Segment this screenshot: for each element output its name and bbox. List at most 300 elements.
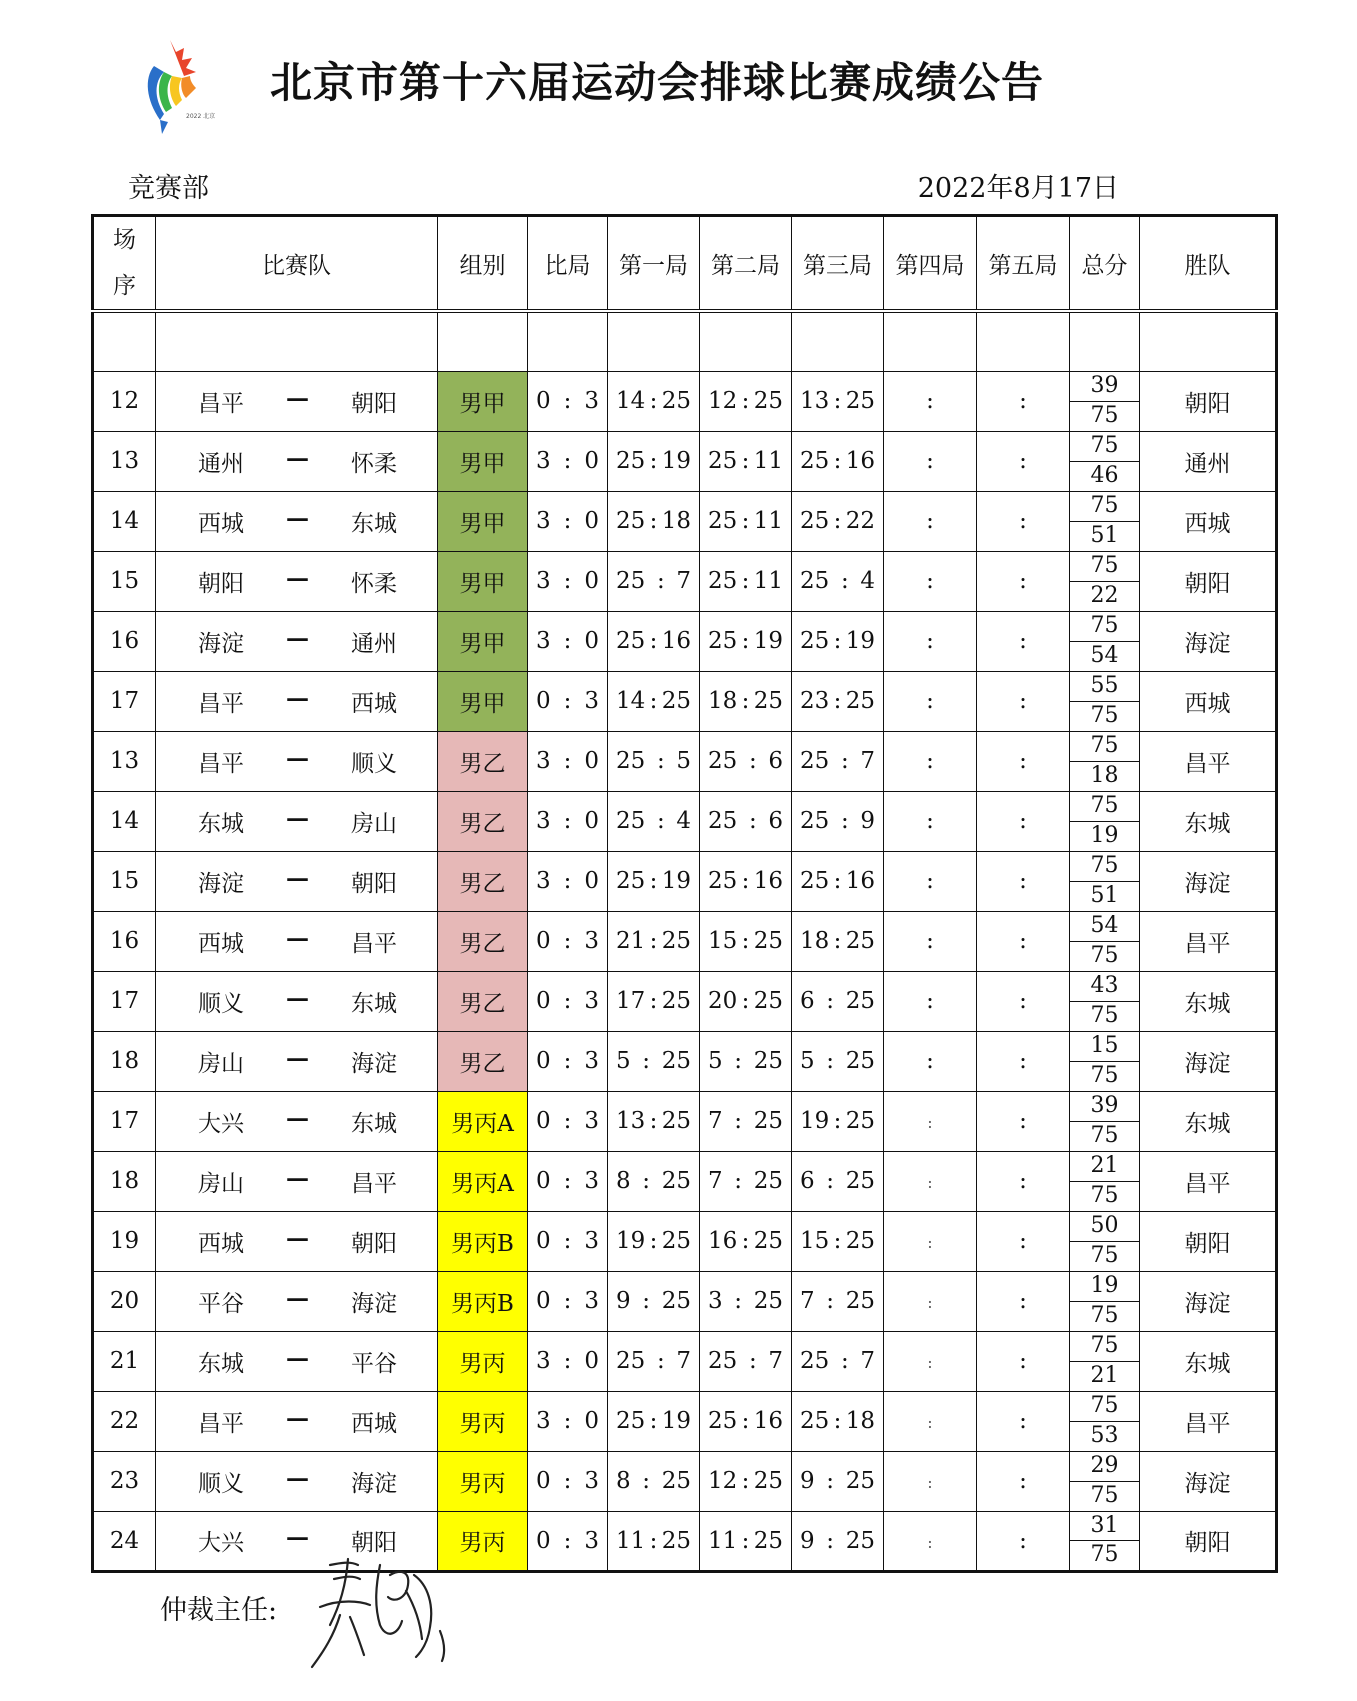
row-set1: 8 : 25	[608, 1151, 700, 1211]
logo-icon	[140, 38, 216, 136]
table-row	[93, 1031, 1277, 1091]
row-total	[1070, 1091, 1140, 1151]
row-seq: 13	[93, 431, 156, 491]
row-set3: 25 : 4	[792, 551, 884, 611]
row-set5: :	[977, 611, 1070, 671]
team-separator: —	[286, 1104, 309, 1132]
table-row	[93, 1091, 1277, 1151]
row-set2: 15 : 25	[700, 911, 792, 971]
row-set1: 5 : 25	[608, 1031, 700, 1091]
row-set2: 3 : 25	[700, 1271, 792, 1331]
table-row	[93, 911, 1277, 971]
row-set5: :	[977, 1031, 1070, 1091]
row-winner: 西城	[1140, 671, 1277, 731]
row-total	[1070, 791, 1140, 851]
row-total	[1070, 1211, 1140, 1271]
row-set2: 25 : 11	[700, 551, 792, 611]
team-home: 西城	[198, 510, 244, 537]
team-separator: —	[286, 1524, 309, 1551]
table-row	[93, 1151, 1277, 1211]
row-group: 男丙	[438, 1511, 528, 1571]
row-sets: 0 : 3	[528, 1211, 608, 1271]
row-seq: 21	[93, 1331, 156, 1391]
row-set4: :	[884, 791, 977, 851]
row-set2: 25 : 16	[700, 1391, 792, 1451]
header-sets: 比局	[528, 216, 608, 312]
row-teams	[156, 971, 438, 1031]
row-set4: :	[884, 1331, 977, 1391]
row-seq: 17	[93, 671, 156, 731]
row-set3: 25 : 7	[792, 731, 884, 791]
team-away: 朝阳	[351, 1230, 397, 1257]
row-winner: 东城	[1140, 971, 1277, 1031]
row-set4: :	[884, 491, 977, 551]
row-sets: 3 : 0	[528, 1331, 608, 1391]
row-set3: 25 : 7	[792, 1331, 884, 1391]
row-sets: 3 : 0	[528, 491, 608, 551]
row-teams	[156, 1211, 438, 1271]
team-separator: —	[286, 864, 309, 892]
team-away: 平谷	[351, 1350, 397, 1377]
team-home: 顺义	[198, 990, 244, 1017]
total-away: 75	[1090, 1542, 1119, 1568]
row-set4: :	[884, 851, 977, 911]
row-set5: :	[977, 671, 1070, 731]
total-home: 43	[1070, 972, 1139, 1002]
total-home: 19	[1070, 1272, 1139, 1302]
row-winner: 朝阳	[1140, 1511, 1277, 1571]
header-set5: 第五局	[977, 216, 1070, 312]
team-home: 东城	[198, 1350, 244, 1377]
team-away: 东城	[351, 510, 397, 537]
row-sets: 0 : 3	[528, 1031, 608, 1091]
total-away: 75	[1090, 1303, 1119, 1328]
referee-label: 仲裁主任:	[160, 1595, 278, 1626]
row-sets: 0 : 3	[528, 1151, 608, 1211]
row-set5: :	[977, 731, 1070, 791]
team-separator: —	[286, 1164, 309, 1192]
team-home: 西城	[198, 1230, 244, 1257]
total-home: 75	[1070, 732, 1139, 762]
total-home: 15	[1070, 1032, 1139, 1062]
total-home: 50	[1070, 1212, 1139, 1242]
team-home: 东城	[198, 810, 244, 837]
total-home: 75	[1070, 1332, 1139, 1362]
row-seq: 19	[93, 1211, 156, 1271]
total-away: 54	[1090, 643, 1119, 668]
total-home: 75	[1070, 492, 1139, 522]
row-set5: :	[977, 1271, 1070, 1331]
row-set2: 7 : 25	[700, 1091, 792, 1151]
row-set4: :	[884, 911, 977, 971]
row-group: 男甲	[438, 611, 528, 671]
total-away: 51	[1090, 523, 1119, 548]
row-set4: :	[884, 431, 977, 491]
team-separator: —	[286, 564, 309, 592]
row-set5: :	[977, 851, 1070, 911]
team-separator: —	[286, 924, 309, 952]
team-home: 顺义	[198, 1470, 244, 1497]
row-sets: 0 : 3	[528, 971, 608, 1031]
row-sets: 0 : 3	[528, 371, 608, 431]
row-set1: 14 : 25	[608, 671, 700, 731]
row-set5: :	[977, 911, 1070, 971]
row-winner: 朝阳	[1140, 1211, 1277, 1271]
row-set2: 25 : 11	[700, 431, 792, 491]
row-total	[1070, 671, 1140, 731]
row-winner: 昌平	[1140, 1151, 1277, 1211]
row-group: 男丙	[438, 1391, 528, 1451]
row-sets: 0 : 3	[528, 1451, 608, 1511]
row-set3: 25 : 16	[792, 431, 884, 491]
row-seq: 16	[93, 611, 156, 671]
team-home: 西城	[198, 930, 244, 957]
table-row	[93, 851, 1277, 911]
row-total	[1070, 491, 1140, 551]
total-away: 53	[1090, 1423, 1119, 1448]
total-away: 75	[1090, 403, 1119, 428]
row-set2: 25 : 6	[700, 791, 792, 851]
row-teams	[156, 851, 438, 911]
row-set1: 25 : 5	[608, 731, 700, 791]
table-row	[93, 791, 1277, 851]
row-set2: 5 : 25	[700, 1031, 792, 1091]
total-home: 39	[1070, 1092, 1139, 1122]
team-away: 朝阳	[351, 1530, 397, 1556]
team-separator: —	[286, 684, 309, 712]
row-group: 男乙	[438, 1031, 528, 1091]
row-set3: 23 : 25	[792, 671, 884, 731]
row-set5: :	[977, 1091, 1070, 1151]
row-teams	[156, 1271, 438, 1331]
row-sets: 0 : 3	[528, 1091, 608, 1151]
row-teams	[156, 1391, 438, 1451]
row-winner: 朝阳	[1140, 371, 1277, 431]
total-home: 75	[1070, 852, 1139, 882]
row-group: 男丙	[438, 1451, 528, 1511]
team-home: 昌平	[198, 690, 244, 717]
total-home: 75	[1070, 432, 1139, 462]
signature-image	[310, 1555, 460, 1675]
row-set1: 8 : 25	[608, 1451, 700, 1511]
row-set3: 7 : 25	[792, 1271, 884, 1331]
total-away: 75	[1090, 703, 1119, 728]
row-group: 男乙	[438, 911, 528, 971]
row-set3: 18 : 25	[792, 911, 884, 971]
team-separator: —	[286, 1404, 309, 1432]
team-away: 通州	[351, 630, 397, 657]
row-group: 男甲	[438, 671, 528, 731]
row-set3: 25 : 19	[792, 611, 884, 671]
row-set1: 25 : 7	[608, 1331, 700, 1391]
team-home: 房山	[198, 1170, 244, 1197]
total-home: 29	[1070, 1452, 1139, 1482]
row-set4: :	[884, 671, 977, 731]
row-winner: 东城	[1140, 791, 1277, 851]
row-set1: 11 : 25	[608, 1511, 700, 1571]
row-winner: 东城	[1140, 1091, 1277, 1151]
row-set5: :	[977, 371, 1070, 431]
team-away: 西城	[351, 690, 397, 717]
team-home: 朝阳	[198, 570, 244, 597]
row-seq: 12	[93, 371, 156, 431]
row-seq: 17	[93, 971, 156, 1031]
total-home: 75	[1070, 552, 1139, 582]
row-winner: 海淀	[1140, 851, 1277, 911]
table-row	[93, 1271, 1277, 1331]
total-home: 31	[1070, 1512, 1139, 1542]
row-teams	[156, 1331, 438, 1391]
team-separator: —	[286, 444, 309, 472]
table-row	[93, 491, 1277, 551]
page-title: 北京市第十六届运动会排球比赛成绩公告	[270, 58, 1045, 107]
row-total	[1070, 1271, 1140, 1331]
row-group: 男乙	[438, 731, 528, 791]
team-home: 房山	[198, 1050, 244, 1077]
team-away: 朝阳	[351, 870, 397, 897]
row-set2: 11 : 25	[700, 1511, 792, 1571]
total-home: 75	[1070, 1392, 1139, 1422]
row-set1: 14 : 25	[608, 371, 700, 431]
row-total	[1070, 371, 1140, 431]
row-group: 男甲	[438, 551, 528, 611]
team-away: 海淀	[351, 1290, 397, 1317]
team-separator: —	[286, 984, 309, 1012]
row-total	[1070, 1331, 1140, 1391]
row-set4: :	[884, 1391, 977, 1451]
row-seq: 15	[93, 851, 156, 911]
row-group: 男甲	[438, 491, 528, 551]
table-row	[93, 431, 1277, 491]
row-winner: 海淀	[1140, 611, 1277, 671]
row-seq: 23	[93, 1451, 156, 1511]
row-teams	[156, 1151, 438, 1211]
table-row	[93, 1391, 1277, 1451]
total-away: 18	[1090, 763, 1119, 788]
row-set2: 25 : 11	[700, 491, 792, 551]
row-teams	[156, 551, 438, 611]
row-set1: 25 : 7	[608, 551, 700, 611]
team-away: 东城	[351, 990, 397, 1017]
row-set5: :	[977, 1451, 1070, 1511]
row-set4: :	[884, 1031, 977, 1091]
row-winner: 海淀	[1140, 1451, 1277, 1511]
total-away: 19	[1090, 823, 1119, 848]
team-separator: —	[286, 804, 309, 832]
team-away: 怀柔	[351, 570, 397, 597]
team-home: 昌平	[198, 390, 244, 417]
header-total: 总分	[1070, 216, 1140, 312]
team-home: 平谷	[198, 1290, 244, 1317]
total-home: 54	[1070, 912, 1139, 942]
row-sets: 0 : 3	[528, 911, 608, 971]
row-set5: :	[977, 1331, 1070, 1391]
team-home: 昌平	[198, 1410, 244, 1437]
total-away: 46	[1090, 463, 1119, 488]
row-set5: :	[977, 791, 1070, 851]
row-set1: 13 : 25	[608, 1091, 700, 1151]
row-group: 男甲	[438, 431, 528, 491]
row-seq: 24	[93, 1511, 156, 1571]
row-set4: :	[884, 371, 977, 431]
total-away: 75	[1090, 1183, 1119, 1208]
row-winner: 昌平	[1140, 1391, 1277, 1451]
total-home: 55	[1070, 672, 1139, 702]
total-away: 75	[1090, 1063, 1119, 1088]
team-home: 海淀	[198, 630, 244, 657]
row-set4: :	[884, 1211, 977, 1271]
row-set2: 25 : 16	[700, 851, 792, 911]
row-sets: 0 : 3	[528, 671, 608, 731]
row-group: 男乙	[438, 971, 528, 1031]
row-group: 男甲	[438, 371, 528, 431]
team-home: 大兴	[198, 1110, 244, 1137]
row-set5: :	[977, 1151, 1070, 1211]
row-total	[1070, 611, 1140, 671]
team-home: 大兴	[198, 1530, 244, 1556]
row-group: 男乙	[438, 791, 528, 851]
row-set2: 7 : 25	[700, 1151, 792, 1211]
row-total	[1070, 1511, 1140, 1571]
table-row	[93, 371, 1277, 431]
row-set5: :	[977, 1391, 1070, 1451]
total-home: 39	[1070, 372, 1139, 402]
row-set3: 9 : 25	[792, 1451, 884, 1511]
row-sets: 3 : 0	[528, 731, 608, 791]
row-seq: 17	[93, 1091, 156, 1151]
row-set1: 25 : 16	[608, 611, 700, 671]
team-separator: —	[286, 384, 309, 412]
row-set4: :	[884, 731, 977, 791]
row-seq: 18	[93, 1031, 156, 1091]
row-group: 男丙A	[438, 1091, 528, 1151]
team-separator: —	[286, 1344, 309, 1372]
row-group: 男丙B	[438, 1271, 528, 1331]
row-set3: 6 : 25	[792, 971, 884, 1031]
row-winner: 昌平	[1140, 911, 1277, 971]
row-set5: :	[977, 491, 1070, 551]
row-teams	[156, 791, 438, 851]
row-total	[1070, 1151, 1140, 1211]
table-row	[93, 1511, 1277, 1571]
total-away: 21	[1090, 1363, 1119, 1388]
table-row	[93, 551, 1277, 611]
team-separator: —	[286, 744, 309, 772]
row-seq: 14	[93, 791, 156, 851]
row-seq: 14	[93, 491, 156, 551]
row-winner: 通州	[1140, 431, 1277, 491]
total-away: 51	[1090, 883, 1119, 908]
row-set3: 15 : 25	[792, 1211, 884, 1271]
row-teams	[156, 491, 438, 551]
row-teams	[156, 1451, 438, 1511]
team-away: 东城	[351, 1110, 397, 1137]
row-set2: 12 : 25	[700, 371, 792, 431]
row-winner: 西城	[1140, 491, 1277, 551]
total-away: 75	[1090, 943, 1119, 968]
row-winner: 海淀	[1140, 1271, 1277, 1331]
row-set3: 25 : 9	[792, 791, 884, 851]
total-home: 21	[1070, 1152, 1139, 1182]
logo-caption: 2022 北京	[186, 113, 216, 120]
row-set5: :	[977, 551, 1070, 611]
row-teams	[156, 1091, 438, 1151]
team-away: 昌平	[351, 1170, 397, 1197]
header-spacer-row	[93, 311, 1277, 371]
row-total	[1070, 731, 1140, 791]
date-label: 2022年8月17日	[917, 173, 1119, 204]
row-teams	[156, 611, 438, 671]
row-teams	[156, 671, 438, 731]
row-set1: 25 : 4	[608, 791, 700, 851]
department-label: 竞赛部	[128, 173, 209, 204]
row-total	[1070, 851, 1140, 911]
row-sets: 3 : 0	[528, 431, 608, 491]
row-set4: :	[884, 1091, 977, 1151]
row-winner: 朝阳	[1140, 551, 1277, 611]
team-separator: —	[286, 1224, 309, 1252]
row-set2: 25 : 19	[700, 611, 792, 671]
team-away: 海淀	[351, 1050, 397, 1077]
table-row	[93, 971, 1277, 1031]
row-total	[1070, 1031, 1140, 1091]
team-away: 房山	[351, 810, 397, 837]
row-set4: :	[884, 1451, 977, 1511]
row-set4: :	[884, 971, 977, 1031]
row-teams	[156, 731, 438, 791]
team-separator: —	[286, 1284, 309, 1312]
row-teams	[156, 431, 438, 491]
table-row	[93, 731, 1277, 791]
row-set5: :	[977, 971, 1070, 1031]
row-set3: 25 : 22	[792, 491, 884, 551]
row-seq: 20	[93, 1271, 156, 1331]
row-set1: 17 : 25	[608, 971, 700, 1031]
header-teams: 比赛队	[156, 216, 438, 312]
total-home: 75	[1070, 612, 1139, 642]
row-set1: 25 : 19	[608, 431, 700, 491]
row-set3: 5 : 25	[792, 1031, 884, 1091]
total-away: 75	[1090, 1243, 1119, 1268]
row-group: 男丙	[438, 1331, 528, 1391]
table-row	[93, 1211, 1277, 1271]
row-group: 男丙B	[438, 1211, 528, 1271]
row-group: 男丙A	[438, 1151, 528, 1211]
row-set4: :	[884, 1271, 977, 1331]
row-sets: 3 : 0	[528, 611, 608, 671]
header-winner: 胜队	[1140, 216, 1277, 312]
row-set5: :	[977, 1511, 1070, 1571]
team-home: 昌平	[198, 750, 244, 777]
header-seq: 场 序	[93, 216, 156, 312]
row-set3: 25 : 16	[792, 851, 884, 911]
row-set1: 21 : 25	[608, 911, 700, 971]
team-away: 海淀	[351, 1470, 397, 1497]
row-set5: :	[977, 431, 1070, 491]
team-away: 怀柔	[351, 450, 397, 477]
row-sets: 3 : 0	[528, 851, 608, 911]
header-set1: 第一局	[608, 216, 700, 312]
results-table	[91, 214, 1278, 1573]
row-set2: 12 : 25	[700, 1451, 792, 1511]
row-set4: :	[884, 1511, 977, 1571]
row-set4: :	[884, 1151, 977, 1211]
row-set3: 9 : 25	[792, 1511, 884, 1571]
row-set3: 25 : 18	[792, 1391, 884, 1451]
team-separator: —	[286, 504, 309, 532]
row-total	[1070, 1451, 1140, 1511]
row-total	[1070, 911, 1140, 971]
